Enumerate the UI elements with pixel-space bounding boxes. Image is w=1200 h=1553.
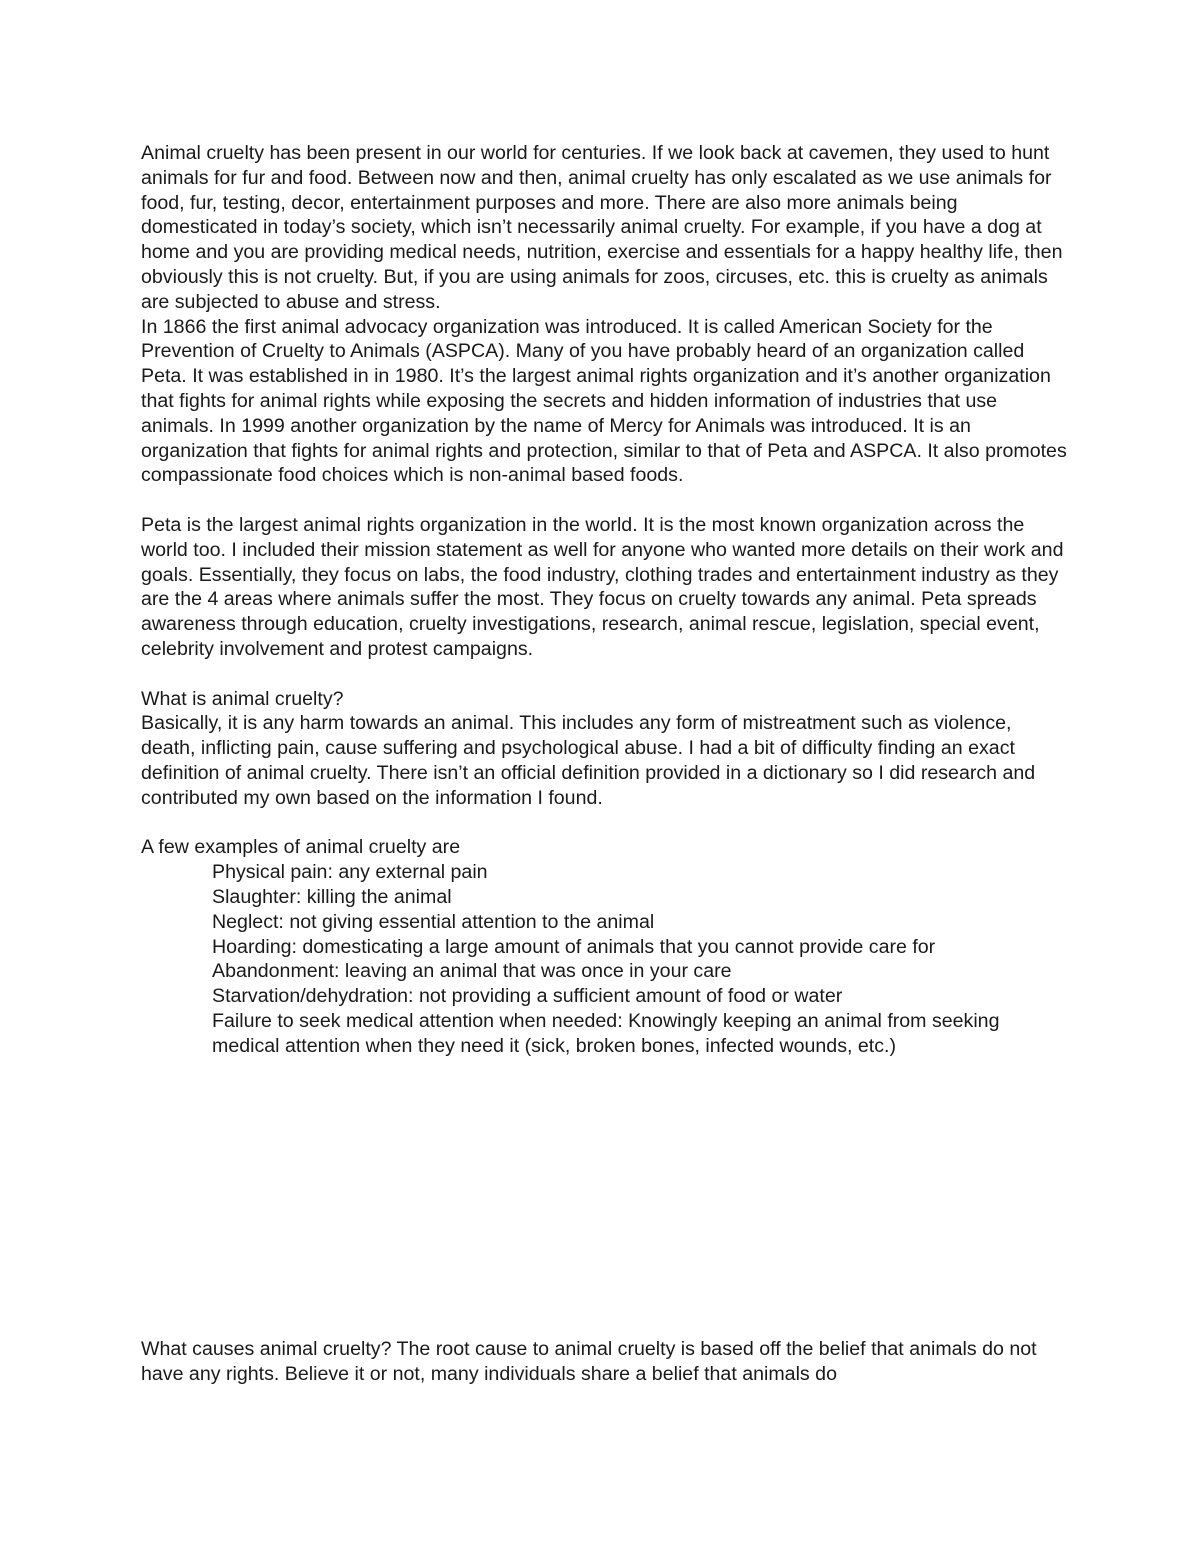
spacer [141, 662, 1071, 687]
list-item: Neglect: not giving essential attention to the animal [212, 910, 655, 933]
peta-paragraph: Peta is the largest animal rights organization in the world. It is the most known organization across the world too. I included their mission statement as well for anyone who wanted more details on their work and goals. Essentially, they focus on labs, the food industry, clothing trades and entertainment industry as they are the 4 areas where animals suffer the most. They focus on cruelty towards any animal. Peta spreads awareness through education, cruelty investigations, research, animal rescue, legislation, special event, celebrity involvement and protest campaigns. [141, 513, 1064, 660]
list-item: Hoarding: domesticating a large amount of animals that you cannot provide care for [212, 935, 936, 958]
definition-paragraph: Basically, it is any harm towards an animal. This includes any form of mistreatment such as violence, death, inflicting pain, cause suffering and psychological abuse. I had a bit of difficulty finding an exact definition of animal cruelty. There isn’t an official definition provided in a dictionary so I did research and contributed my own based on the information I found. [141, 712, 1036, 809]
document-body [141, 141, 1071, 1058]
intro-paragraph: Animal cruelty has been present in our world for centuries. If we look back at cavemen, they used to hunt animals for fur and food. Between now and then, animal cruelty has only escalated as we use animals for food, fur, testing, decor, entertainment purposes and more. There are also more animals being domesticated in today’s society, which isn’t necessarily animal cruelty. For example, if you have a dog at home and you are providing medical needs, nutrition, exercise and essentials for a happy healthy life, then obviously this is not cruelty. But, if you are using animals for zoos, circuses, etc. this is cruelty as animals are subjected to abuse and stress. [141, 142, 1063, 313]
list-item: Physical pain: any external pain [212, 861, 488, 884]
examples-intro: A few examples of animal cruelty are [141, 836, 461, 859]
question-heading: What is animal cruelty? [141, 687, 344, 710]
spacer [141, 488, 1071, 513]
causes-paragraph: What causes animal cruelty? The root cause to animal cruelty is based off the belief that animals do not have any rights. Believe it or not, many individuals share a belief that animals do [141, 1338, 1037, 1385]
spacer [141, 811, 1071, 836]
list-item: Abandonment: leaving an animal that was once in your care [212, 960, 732, 983]
list-item: Slaughter: killing the animal [212, 885, 452, 908]
list-item: Starvation/dehydration: not providing a sufficient amount of food or water [212, 985, 843, 1008]
list-item: Failure to seek medical attention when needed: Knowingly keeping an animal from seeking medical attention when they need it (sick, broken bones, infected wounds, etc.) [212, 1009, 1000, 1057]
closing-paragraph-block [141, 1337, 1071, 1387]
examples-list [141, 860, 1071, 1058]
history-paragraph: In 1866 the first animal advocacy organization was introduced. It is called American Society for the Prevention of Cruelty to Animals (ASPCA). Many of you have probably heard of an organization called Peta. It was established in in 1980. It’s the largest animal rights organization and it’s another organization that fights for animal rights while exposing the secrets and hidden information of industries that use animals. In 1999 another organization by the name of Mercy for Animals was introduced. It is an organization that fights for animal rights and protection, similar to that of Peta and ASPCA. It also promotes compassionate food choices which is non-animal based foods. [141, 315, 1067, 487]
